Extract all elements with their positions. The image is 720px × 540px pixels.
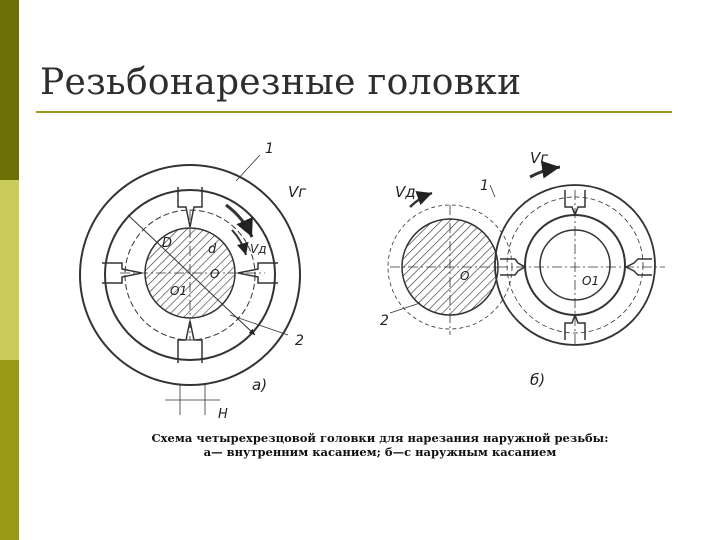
accent-bar-middle: [0, 180, 19, 360]
label-a-D: D: [162, 236, 173, 251]
caption-line-1: Схема четырехрезцовой головки для нарезания наружной резьбы:: [151, 431, 609, 445]
label-a-o: O: [210, 267, 220, 281]
caption-line-2: а— внутренним касанием; б—с наружным касанием: [203, 445, 557, 459]
figure-caption: [100, 431, 660, 459]
label-a-2: 2: [295, 333, 304, 349]
label-a-d: d: [208, 242, 217, 257]
leader-b-1: [490, 185, 495, 197]
figure-b: [388, 167, 665, 345]
leader-1: [236, 155, 260, 181]
leader-2: [230, 315, 288, 335]
leader-b-2: [390, 303, 420, 313]
label-b-vg: Vг: [530, 149, 549, 167]
thread-head-diagram: [60, 135, 680, 425]
label-b-o: O: [460, 269, 470, 283]
label-b-vd: Vд: [395, 183, 416, 201]
label-b-2: 2: [380, 313, 389, 329]
figure-b-label: б): [530, 371, 546, 389]
rotation-arrow-b-head: [530, 167, 560, 177]
figure-a-label: а): [252, 376, 268, 394]
label-a-vd: Vд: [250, 242, 267, 256]
title-underline: [36, 111, 672, 113]
slide-title: Резьбонарезные головки: [40, 62, 522, 103]
label-a-vg: Vг: [288, 183, 307, 201]
rotation-arrow-workpiece: [232, 230, 246, 255]
cutter-right: [238, 263, 278, 283]
cutter-top: [178, 187, 202, 227]
label-a-o1: O1: [170, 284, 188, 298]
accent-bar-top: [0, 0, 19, 180]
label-a-h: H: [218, 407, 228, 422]
label-b-o1: O1: [582, 274, 600, 288]
accent-bar-bottom: [0, 360, 19, 540]
label-a-1: 1: [265, 141, 274, 157]
label-b-1: 1: [480, 178, 489, 194]
